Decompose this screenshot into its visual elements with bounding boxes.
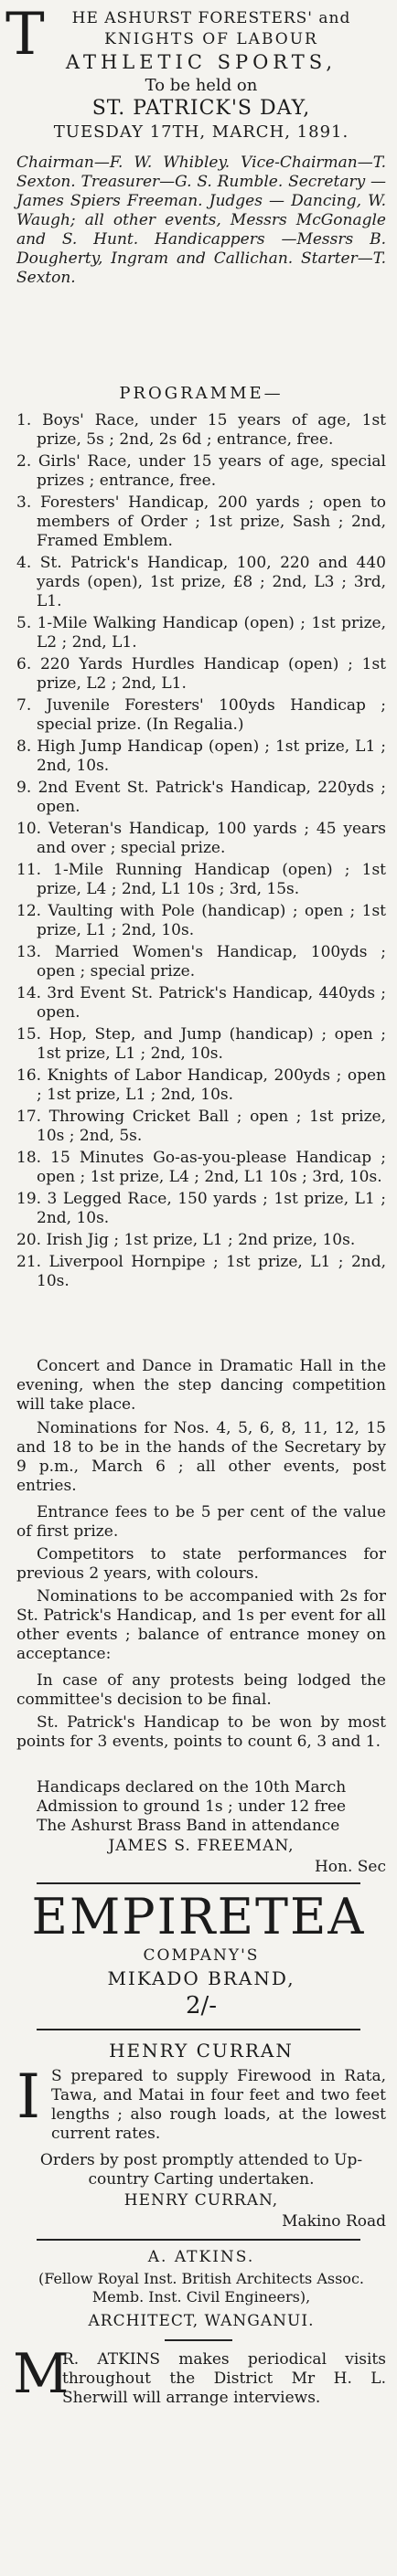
handicaps-declared: Handicaps declared on the 10th March: [37, 1778, 347, 1797]
programme-event: 21. Liverpool Hornpipe ; 1st prize, L1 ; 2nd, 10s.: [16, 1253, 386, 1290]
atkins-credentials: (Fellow Royal Inst. British Architects Assoc. Memb. Inst. Civil Engineers),: [38, 2270, 364, 2306]
programme-event: 20. Irish Jig ; 1st prize, L1 ; 2nd prize, 10s.: [16, 1231, 356, 1249]
protests-notice: In case of any protests being lodged the committee's decision to be final.: [16, 1671, 386, 1709]
empire-tea-title: EMPIRETEA: [31, 1888, 366, 1945]
sports-dropcap: T: [5, 1, 45, 69]
curran-orders: Orders by post promptly attended to Up-country Carting undertaken.: [39, 2151, 363, 2189]
programme-event: 9. 2nd Event St. Patrick's Handicap, 220yds ; open.: [16, 779, 386, 816]
programme-list: [16, 411, 386, 1294]
programme-event: 2. Girls' Race, under 15 years of age, special prizes ; entrance, free.: [16, 452, 386, 490]
sports-heading-line5: ST. PATRICK'S DAY,: [91, 97, 311, 120]
atkins-body: R. ATKINS makes periodical visits throughout the District Mr H. L. Sherwill will arrange interviews.: [62, 2350, 386, 2407]
programme-event: 8. High Jump Handicap (open) ; 1st prize, L1 ; 2nd, 10s.: [16, 737, 386, 775]
divider: [37, 2029, 360, 2030]
entrance-fees-notice: Entrance fees to be 5 per cent of the value of first prize.: [16, 1503, 386, 1541]
programme-event: 18. 15 Minutes Go-as-you-please Handicap ; open ; 1st prize, L4 ; 2nd, L1 10s ; 3rd, 10s.: [16, 1149, 386, 1186]
nominations-notice: Nominations for Nos. 4, 5, 6, 8, 11, 12, 15 and 18 to be in the hands of the Secretary by 9 p.m., March 6 ; all other events, post entries.: [16, 1419, 386, 1495]
sports-heading-line2: KNIGHTS OF LABOUR: [104, 30, 318, 48]
secretary-signature: JAMES S. FREEMAN,: [108, 1837, 295, 1855]
curran-address: Makino Road: [282, 2212, 386, 2231]
curran-body: S prepared to supply Firewood in Rata, Tawa, and Matai in four feet and two feet lengths ; also rough loads, at the lowest current rates.: [51, 2067, 386, 2143]
sports-date-line: TUESDAY 17TH, MARCH, 1891.: [53, 122, 349, 142]
atkins-name: A. ATKINS.: [147, 2248, 255, 2266]
band-notice: The Ashurst Brass Band in attendance: [37, 1817, 340, 1835]
programme-event: 11. 1-Mile Running Handicap (open) ; 1st prize, L4 ; 2nd, L1 10s ; 3rd, 15s.: [16, 861, 386, 898]
programme-event: 7. Juvenile Foresters' 100yds Handicap ; special prize. (In Regalia.): [16, 696, 386, 734]
programme-event: 17. Throwing Cricket Ball ; open ; 1st prize, 10s ; 2nd, 5s.: [16, 1108, 386, 1145]
programme-title: PROGRAMME—: [119, 384, 284, 403]
programme-event: 15. Hop, Step, and Jump (handicap) ; open ; 1st prize, L1 ; 2nd, 10s.: [16, 1025, 386, 1063]
competitors-notice: Competitors to state performances for previous 2 years, with colours.: [16, 1545, 386, 1583]
programme-event: 5. 1-Mile Walking Handicap (open) ; 1st prize, L2 ; 2nd, L1.: [16, 614, 386, 652]
programme-event: 14. 3rd Event St. Patrick's Handicap, 440yds ; open.: [16, 984, 386, 1022]
empire-price: 2/-: [185, 1992, 218, 2019]
sports-officials: Chairman—F. W. Whibley. Vice-Chairman—T. Sexton. Treasurer—G. S. Rumble. Secretary — James Spiers Freeman. Judges — Dancing, W. Waugh; all other events, Messrs McGonagle and S. Hunt. Handicappers —Messrs B. Dougherty, Ingram and Callichan. Starter—T. Sexton.: [16, 154, 386, 287]
programme-event: 4. St. Patrick's Handicap, 100, 220 and 440 yards (open), 1st prize, £8 ; 2nd, L3 ; 3rd, L1.: [16, 554, 386, 610]
programme-event: 13. Married Women's Handicap, 100yds ; open ; special prize.: [16, 943, 386, 981]
curran-name: HENRY CURRAN: [109, 2040, 294, 2062]
divider: [37, 2239, 360, 2241]
sports-heading-line4: To be held on: [145, 76, 258, 95]
divider: [37, 1882, 360, 1884]
programme-event: 6. 220 Yards Hurdles Handicap (open) ; 1st prize, L2 ; 2nd, L1.: [16, 655, 386, 693]
programme-event: 12. Vaulting with Pole (handicap) ; open ; 1st prize, L1 ; 2nd, 10s.: [16, 902, 386, 939]
curran-signature: HENRY CURRAN,: [123, 2191, 279, 2210]
programme-event: 19. 3 Legged Race, 150 yards ; 1st prize, L1 ; 2nd, 10s.: [16, 1190, 386, 1227]
concert-notice: Concert and Dance in Dramatic Hall in the evening, when the step dancing competition will take place.: [16, 1357, 386, 1414]
atkins-title: ARCHITECT, WANGANUI.: [88, 2312, 315, 2330]
divider: [165, 2339, 232, 2341]
admission-notice: Admission to ground 1s ; under 12 free: [37, 1797, 347, 1816]
atkins-dropcap: M: [13, 2342, 70, 2406]
empire-brand: MIKADO BRAND,: [107, 1967, 295, 1989]
sports-heading-line3: ATHLETIC SPORTS,: [65, 51, 338, 73]
programme-event: 1. Boys' Race, under 15 years of age, 1st prize, 5s ; 2nd, 2s 6d ; entrance, free.: [16, 411, 386, 449]
nominations2-notice: Nominations to be accompanied with 2s for St. Patrick's Handicap, and 1s per event for all other events ; balance of entrance money on acceptance:: [16, 1587, 386, 1663]
secretary-title: Hon. Sec: [314, 1858, 386, 1876]
programme-event: 16. Knights of Labor Handicap, 200yds ; open ; 1st prize, L1 ; 2nd, 10s.: [16, 1066, 386, 1104]
points-notice: St. Patrick's Handicap to be won by most points for 3 events, points to count 6, 3 and 1.: [16, 1713, 386, 1751]
curran-dropcap: I: [16, 2062, 41, 2132]
programme-event: 10. Veteran's Handicap, 100 yards ; 45 years and over ; special prize.: [16, 820, 386, 857]
programme-event: 3. Foresters' Handicap, 200 yards ; open to members of Order ; 1st prize, Sash ; 2nd, Framed Emblem.: [16, 493, 386, 550]
empire-company: COMPANY'S: [143, 1946, 260, 1965]
sports-heading-line1: HE ASHURST FORESTERS' and: [71, 9, 351, 27]
